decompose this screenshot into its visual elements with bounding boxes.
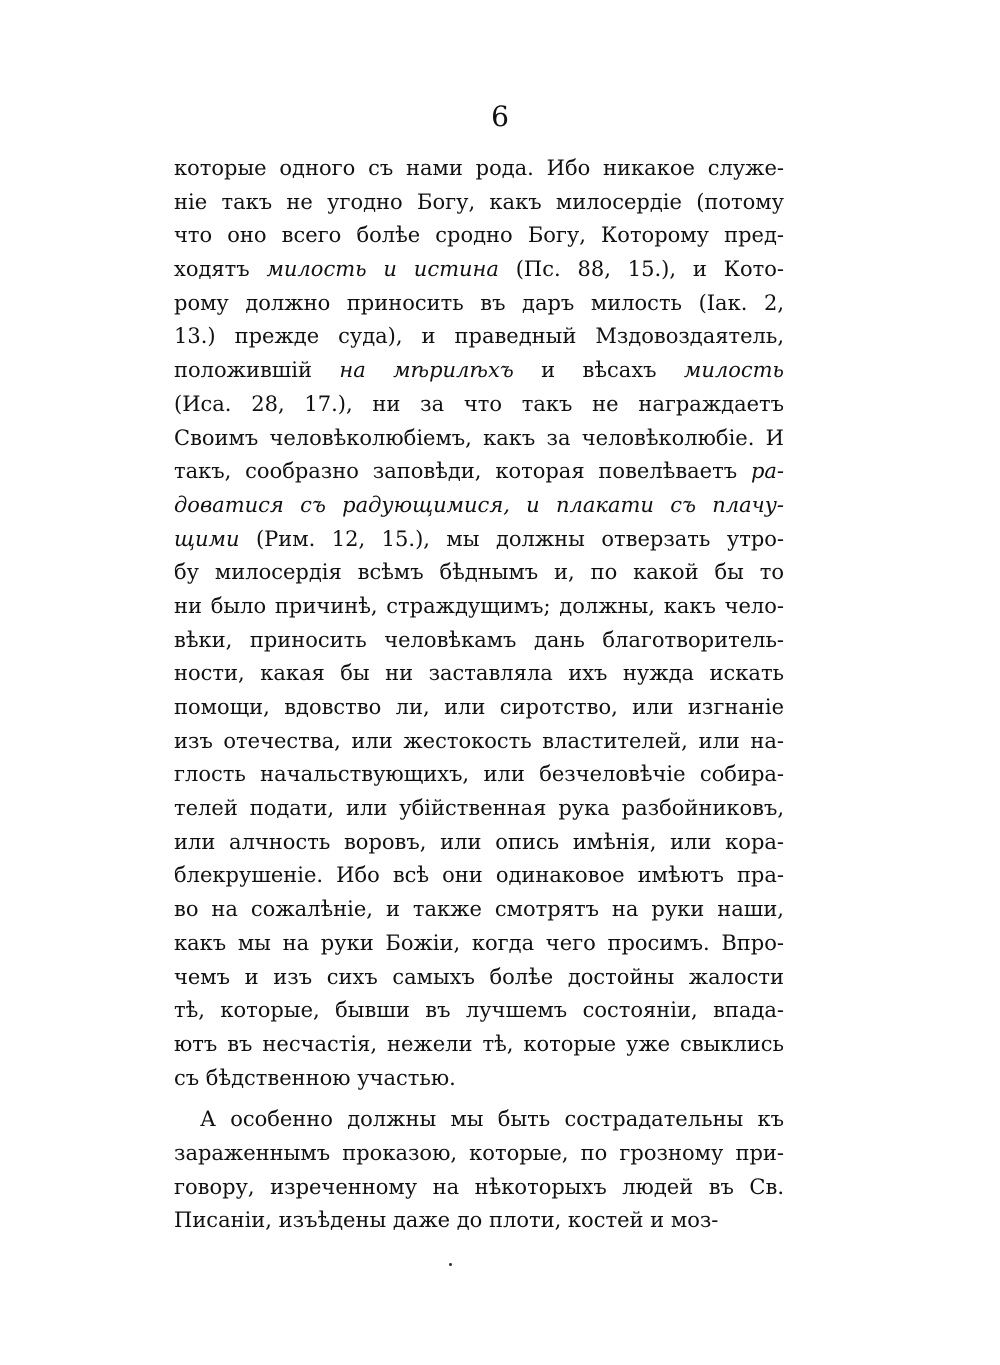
text-line [174,826,784,860]
text-segment: 13.) прежде суда), и праведный Мздовоздаятель, [174,324,784,349]
page-number: 6 [491,100,509,133]
text-segment: изъ отечества, или жестокость властителей, или на- [174,728,784,753]
text-line [174,1137,784,1171]
text-line [174,1204,784,1238]
text-segment: рому должно приносить въ даръ милость (Іак. 2, [174,290,784,315]
text-segment: А особенно должны мы быть сострадательны къ [200,1107,784,1132]
text-segment: чемъ и изъ сихъ самыхъ болѣе достойны жалости [174,964,784,989]
text-segment: положившій [174,358,340,383]
text-segment: тѣ, которые, бывши въ лучшемъ состояніи, впада- [174,998,784,1023]
text-line [174,961,784,995]
text-segment: съ бѣдственною участью. [174,1065,456,1090]
text-line [174,758,784,792]
text-segment: ютъ въ несчастія, нежели тѣ, которые уже свыклись [174,1031,784,1056]
text-line [174,523,784,557]
text-segment: такъ, сообразно заповѣди, которая повелѣваетъ [174,459,751,484]
text-line [174,657,784,691]
text-segment: говору, изреченному на нѣкоторыхъ людей въ Св. [174,1174,784,1199]
text-line [174,624,784,658]
text-line [174,219,784,253]
paragraph [174,1103,784,1238]
text-segment: телей подати, или убійственная рука разбойниковъ, [174,796,784,821]
printer-mark [449,1263,452,1266]
text-line [174,287,784,321]
text-line [174,590,784,624]
italic-quotation: милость [683,358,784,383]
text-line [174,1103,784,1137]
text-line [174,186,784,220]
text-segment: и вѣсахъ [513,358,684,383]
text-segment: глость начальствующихъ, или безчеловѣчіе собира- [174,762,784,787]
text-segment: или алчность воровъ, или опись имѣнія, или кора- [174,829,784,854]
text-segment: ходятъ [174,257,267,282]
text-segment: ности, какая бы ни заставляла ихъ нужда искать [174,661,784,686]
text-segment: во на сожалѣніе, и также смотрятъ на руки наши, [174,897,784,922]
text-segment: ни было причинѣ, страждущимъ; должны, какъ чело- [174,593,784,618]
text-line [174,388,784,422]
text-line [174,893,784,927]
text-line [174,489,784,523]
italic-quotation: на мѣрилѣхъ [339,358,514,383]
text-line [174,927,784,961]
text-segment: (Пс. 88, 15.), и Кото- [498,257,784,282]
text-segment: помощи, вдовство ли, или сиротство, или изгнаніе [174,695,784,719]
text-segment: вѣки, приносить человѣкамъ дань благотворитель- [174,627,784,652]
text-segment: (Рим. 12, 15.), мы должны отверзать утро- [239,526,784,551]
text-segment: ніе такъ не угодно Богу, какъ милосердіе (потому [174,189,784,214]
text-segment: какъ мы на руки Божіи, когда чего просимъ. Впро- [174,930,784,955]
italic-quotation: доватися съ радующимися, и плакати съ плачу- [174,492,784,517]
text-line [174,455,784,489]
text-line [174,994,784,1028]
text-segment: блекрушеніе. Ибо всѣ они одинаковое имѣютъ пра- [174,863,784,888]
text-line [174,152,784,186]
text-line [174,253,784,287]
text-segment: что оно всего болѣе сродно Богу, Которому пред- [174,223,784,248]
text-segment: зараженнымъ проказою, которые, по грозному при- [174,1140,784,1165]
text-segment: Своимъ человѣколюбіемъ, какъ за человѣколюбіе. И [174,425,784,450]
text-line [174,1171,784,1205]
text-line [174,1062,784,1096]
paragraph-gap [174,1095,784,1103]
italic-quotation: щими [174,526,240,551]
text-line [174,725,784,759]
text-line [174,354,784,388]
italic-quotation: милость и истина [266,257,499,282]
text-line [174,1028,784,1062]
text-line [174,422,784,456]
body-text [174,152,784,1238]
text-line [174,691,784,725]
text-line [174,556,784,590]
text-segment: (Иса. 28, 17.), ни за что такъ не награждаетъ [174,391,784,416]
text-segment: Писаніи, изъѣдены даже до плоти, костей и моз- [174,1208,719,1233]
text-line [174,859,784,893]
italic-quotation: ра- [750,459,784,484]
text-segment: бу милосердія всѣмъ бѣднымъ и, по какой бы то [174,560,784,585]
paragraph [174,152,784,1095]
text-line [174,792,784,826]
text-segment: которые одного съ нами рода. Ибо никакое служе- [174,156,784,180]
text-line [174,320,784,354]
